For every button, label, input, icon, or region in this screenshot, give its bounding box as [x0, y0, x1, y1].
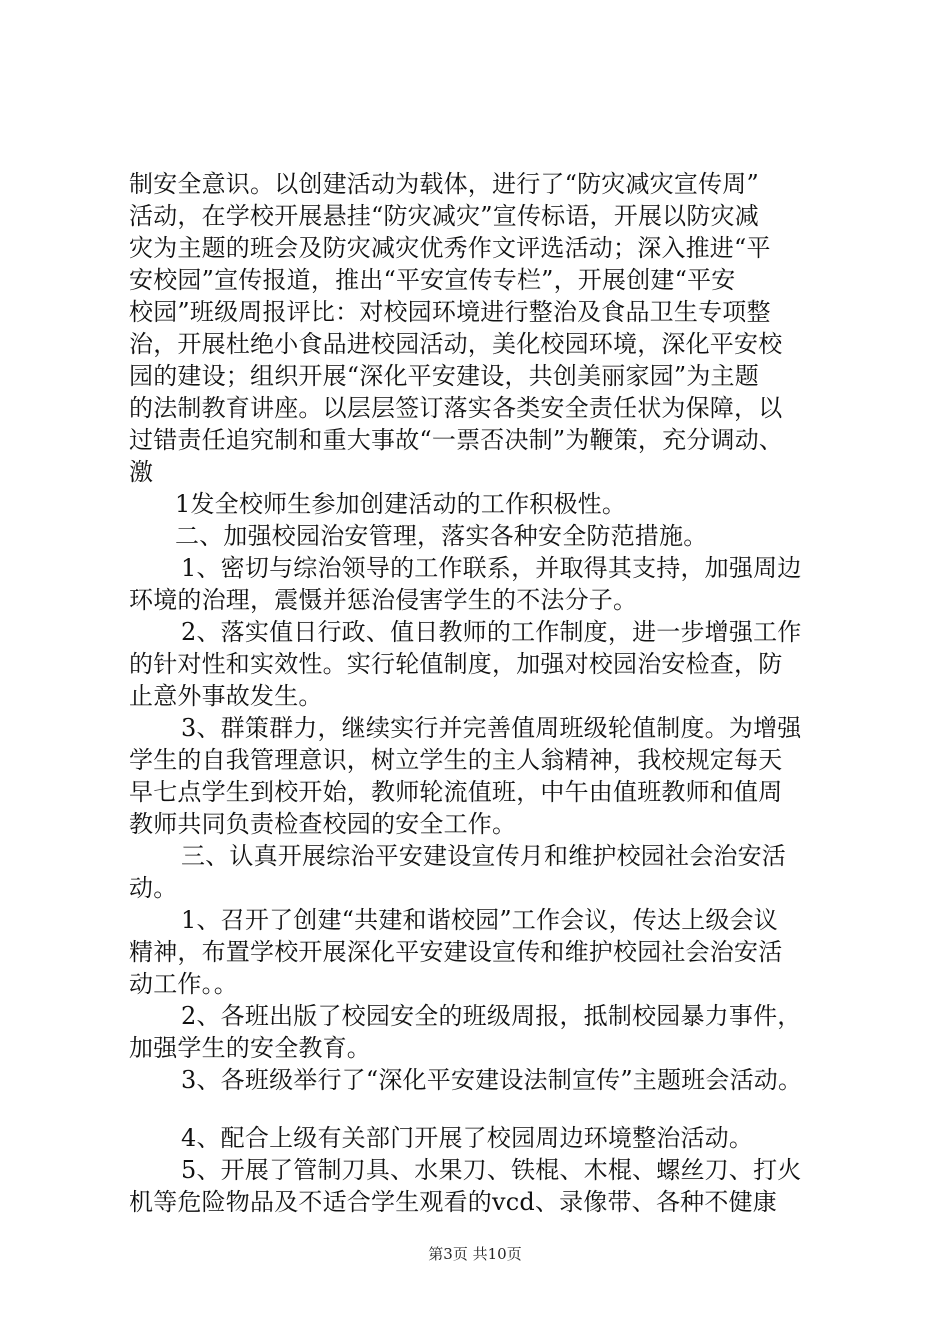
- text-line: 教师共同负责检查校园的安全工作。: [129, 810, 517, 838]
- text-line: 园的建设；组织开展“深化平安建设，共创美丽家园”为主题: [129, 362, 759, 390]
- text-line: 激: [129, 458, 154, 486]
- paragraph-line: 1、召开了创建“共建和谐校园”工作会议，传达上级会议: [181, 906, 779, 934]
- section-heading: 二、加强校园治安管理，落实各种安全防范措施。: [175, 522, 708, 550]
- text-line: 加强学生的安全教育。: [129, 1034, 371, 1062]
- text-line: 精神，布置学校开展深化平安建设宣传和维护校园社会治安活: [129, 938, 783, 966]
- paragraph-line: 2、各班出版了校园安全的班级周报，抵制校园暴力事件，: [181, 1002, 802, 1030]
- text-line: 过错责任追究制和重大事故“一票否决制”为鞭策，充分调动、: [129, 426, 784, 454]
- text-line: 的针对性和实效性。实行轮值制度，加强对校园治安检查，防: [129, 650, 783, 678]
- paragraph-line: 4、配合上级有关部门开展了校园周边环境整治活动。: [181, 1124, 754, 1152]
- text-line: 灾为主题的班会及防灾减灾优秀作文评选活动；深入推进“平: [129, 234, 771, 262]
- text-line: 制安全意识。以创建活动为载体，进行了“防灾减灾宣传周”: [129, 170, 759, 198]
- text-line: 校园”班级周报评比：对校园环境进行整治及食品卫生专项整: [129, 298, 771, 326]
- paragraph-gap: [129, 1096, 849, 1122]
- text-line: 的法制教育讲座。以层层签订落实各类安全责任状为保障，以: [129, 394, 783, 422]
- document-body: [129, 168, 849, 1218]
- page-number-footer: 第3页 共10页: [428, 1245, 522, 1263]
- paragraph-line: 1发全校师生参加创建活动的工作积极性。: [175, 490, 627, 518]
- paragraph-line: 2、落实值日行政、值日教师的工作制度，进一步增强工作: [181, 618, 802, 646]
- text-line: 安校园”宣传报道，推出“平安宣传专栏”，开展创建“平安: [129, 266, 736, 294]
- section-heading: 三、认真开展综治平安建设宣传月和维护校园社会治安活: [181, 842, 786, 870]
- paragraph-line: 3、各班级举行了“深化平安建设法制宣传”主题班会活动。: [181, 1066, 803, 1094]
- paragraph-line: 5、开展了管制刀具、水果刀、铁棍、木棍、螺丝刀、打火: [181, 1156, 802, 1184]
- paragraph-line: 3、群策群力，继续实行并完善值周班级轮值制度。为增强: [181, 714, 802, 742]
- text-line: 活动，在学校开展悬挂“防灾减灾”宣传标语，开展以防灾减: [129, 202, 759, 230]
- text-line: 动工作。。: [129, 970, 238, 998]
- text-line: 学生的自我管理意识，树立学生的主人翁精神，我校规定每天: [129, 746, 783, 774]
- paragraph-line: 1、密切与综治领导的工作联系，并取得其支持，加强周边: [181, 554, 802, 582]
- text-line: 止意外事故发生。: [129, 682, 323, 710]
- text-line: 治，开展杜绝小食品进校园活动，美化校园环境，深化平安校: [129, 330, 783, 358]
- text-line: 机等危险物品及不适合学生观看的vcd、录像带、各种不健康: [129, 1188, 777, 1216]
- text-line: 早七点学生到校开始，教师轮流值班，中午由值班教师和值周: [129, 778, 783, 806]
- text-line: 动。: [129, 874, 178, 902]
- text-line: 环境的治理，震慑并惩治侵害学生的不法分子。: [129, 586, 638, 614]
